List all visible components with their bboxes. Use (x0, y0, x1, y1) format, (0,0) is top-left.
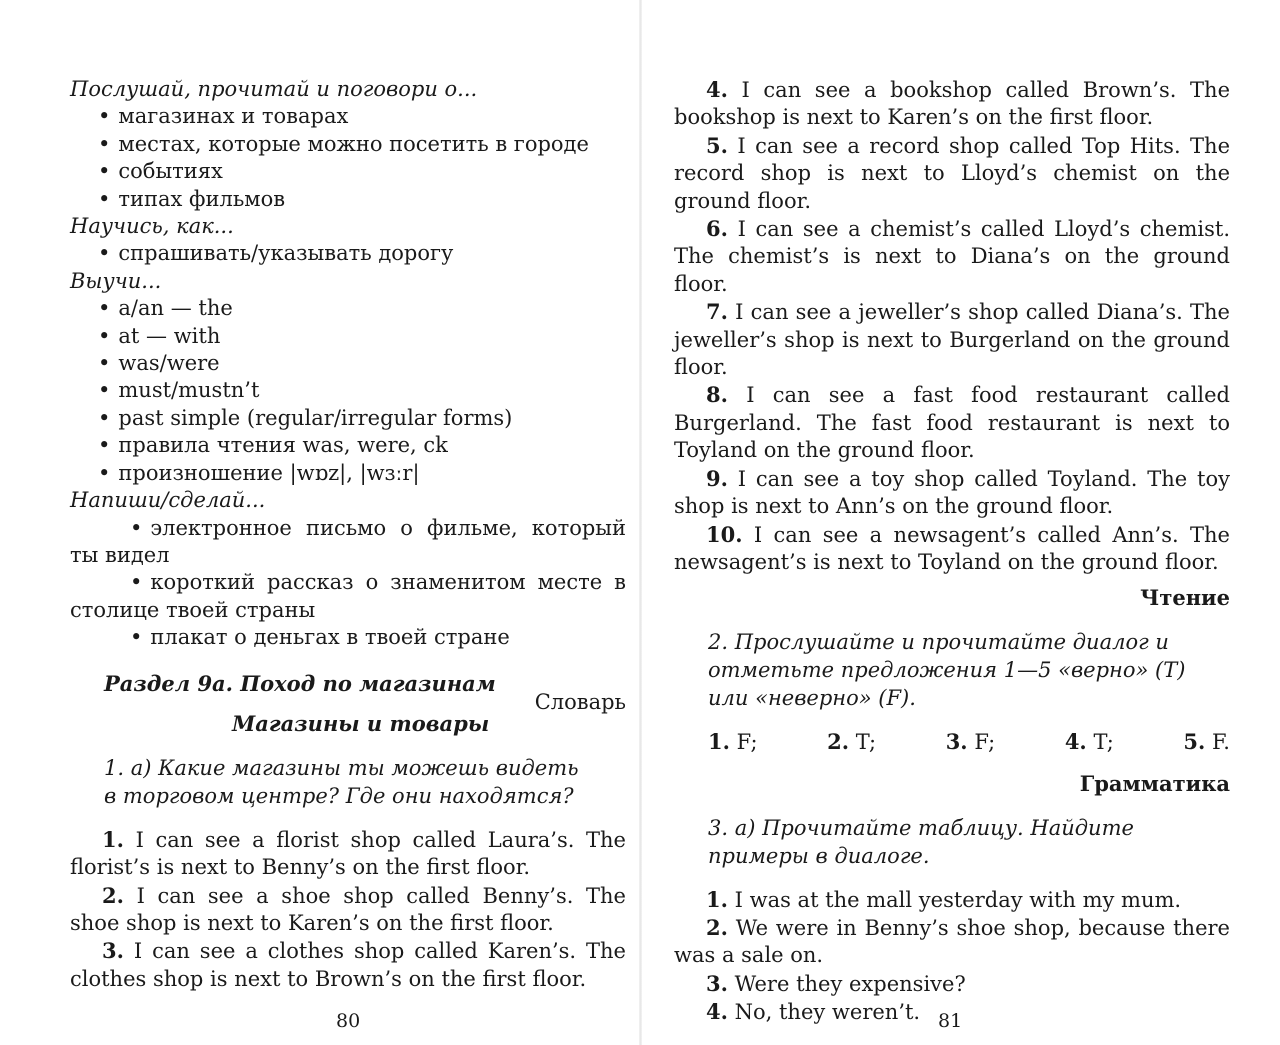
sentence-text: No, they weren’t. (734, 1000, 921, 1025)
answer (1065, 728, 1114, 756)
sentence-number: 3. (706, 970, 728, 996)
answer-row (708, 728, 1230, 756)
sentence-text: I can see a clothes shop called Karen’s. The clothes shop is next to Brown’s on the first floor. (70, 939, 626, 991)
task-2: 2. Прослушайте и прочитайте диалог и отметьте предложения 1—5 «верно» (T) или «неверно» (F). (708, 629, 1186, 710)
sentence (70, 937, 626, 993)
answer-value: T; (855, 729, 877, 754)
task-3a: 3. а) Прочитайте таблицу. Найдите примеры в диалоге. (708, 815, 1134, 868)
answer (708, 728, 758, 756)
sentence (674, 215, 1230, 298)
answer-number: 4. (1064, 728, 1087, 754)
sentence-text: I can see a florist shop called Laura’s. The florist’s is next to Benny’s on the first floor. (70, 827, 626, 880)
vocab-label: Словарь (534, 689, 626, 714)
answer-value: F; (736, 729, 758, 754)
sentence (674, 76, 1230, 132)
talk-item: • местах, которые можно посетить в городе (98, 131, 626, 158)
write-item-text: электронное письмо о фильме, который ты видел (70, 515, 626, 567)
answer-value: F; (974, 729, 996, 754)
sentence (674, 132, 1230, 215)
sentence-text: I was at the mall yesterday with my mum. (734, 887, 1182, 912)
sentence-text: I can see a jeweller’s shop called Diana’s. The jeweller’s shop is next to Burgerland on the ground floor. (674, 300, 1230, 380)
intro-write: Напиши/сделай... (70, 488, 266, 513)
talk-item: • событиях (98, 158, 626, 185)
right-page (674, 76, 1230, 1027)
bullet-icon: • (130, 625, 143, 650)
intro-learn: Выучи... (70, 268, 162, 293)
grammar-label: Грамматика (1079, 771, 1230, 797)
sentence-number: 9. (706, 465, 728, 491)
sentence (70, 826, 626, 882)
sentence-number: 1. (102, 826, 124, 852)
intro-listen: Послушай, прочитай и поговори о... (70, 77, 478, 101)
sentence-number: 5. (706, 132, 728, 158)
sentence-number: 3. (102, 938, 124, 964)
learn-item: • at — with (98, 323, 626, 350)
sentence-text: We were in Benny’s shoe shop, because there was a sale on. (674, 915, 1230, 968)
answer-number: 1. (708, 728, 730, 754)
page-number-right: 81 (938, 1010, 963, 1032)
write-item-text: короткий рассказ о знаменитом месте в столице твоей страны (70, 570, 626, 622)
how-item: • спрашивать/указывать дорогу (98, 240, 626, 267)
bullet-icon: • (130, 515, 143, 540)
learn-item: • past simple (regular/irregular forms) (98, 405, 626, 432)
intro-learn-how: Научись, как... (70, 214, 234, 239)
learn-item: • was/were (98, 350, 626, 377)
sentence-number: 2. (706, 914, 728, 940)
grammar-sentence (674, 886, 1230, 914)
learn-item: • произношение |wɒz|, |wɜːr| (98, 460, 626, 487)
sentence-text: I can see a record shop called Top Hits. The record shop is next to Lloyd’s chemist on the ground floor. (674, 133, 1230, 213)
sentence (674, 381, 1230, 464)
answer-number: 5. (1183, 728, 1206, 754)
sentence-text: I can see a bookshop called Brown’s. The bookshop is next to Karen’s on the first floor. (674, 78, 1230, 130)
reading-label: Чтение (1140, 585, 1230, 611)
book-gutter (639, 0, 642, 1045)
sentence (70, 882, 626, 938)
sentence-text: Were they expensive? (734, 971, 966, 996)
talk-item: • типах фильмов (98, 186, 626, 213)
learn-item: • a/an — the (98, 295, 626, 322)
sentence-text: I can see a toy shop called Toyland. The toy shop is next to Ann’s on the ground floor. (674, 466, 1230, 519)
write-item-text: плакат о деньгах в твоей стране (150, 625, 510, 650)
left-page (70, 76, 626, 993)
topic-title: Магазины и товары (232, 711, 490, 737)
answer (946, 728, 996, 756)
section-title: Раздел 9а. Поход по магазинам (104, 670, 496, 696)
sentence (674, 298, 1230, 381)
learn-item: • must/mustn’t (98, 377, 626, 404)
task-1a: 1. а) Какие магазины ты можешь видеть в торговом центре? Где они находятся? (104, 755, 579, 808)
grammar-sentence (674, 914, 1230, 970)
sentence (674, 465, 1230, 521)
answer (1183, 728, 1230, 756)
write-item (70, 624, 626, 651)
talk-item: • магазинах и товарах (98, 103, 626, 130)
grammar-sentence (674, 970, 1230, 998)
sentence-number: 10. (706, 521, 743, 547)
page-number-left: 80 (336, 1010, 361, 1032)
sentence-number: 4. (706, 999, 728, 1025)
sentence-number: 8. (706, 382, 728, 408)
sentence-number: 4. (706, 77, 728, 102)
answer-number: 3. (945, 728, 968, 754)
answer-number: 2. (827, 728, 850, 754)
sentence-text: I can see a fast food restaurant called Burgerland. The fast food restaurant is next to Toyland on the ground floor. (674, 383, 1230, 463)
sentence-text: I can see a newsagent’s called Ann’s. The newsagent’s is next to Toyland on the ground floor. (674, 522, 1230, 574)
sentence (674, 521, 1230, 577)
answer-value: F. (1212, 729, 1230, 754)
sentence-text: I can see a chemist’s called Lloyd’s chemist. The chemist’s is next to Diana’s on the ground floor. (674, 217, 1230, 296)
sentence-text: I can see a shoe shop called Benny’s. The shoe shop is next to Karen’s on the first floor. (70, 883, 626, 935)
bullet-icon: • (130, 570, 143, 595)
sentence-number: 1. (706, 886, 728, 912)
sentence-number: 7. (706, 299, 728, 325)
sentence-number: 2. (102, 882, 124, 908)
write-item (70, 569, 626, 624)
write-item (70, 515, 626, 570)
answer-value: T; (1093, 729, 1114, 754)
learn-item: • правила чтения was, were, ck (98, 432, 626, 459)
answer (827, 728, 876, 756)
sentence-number: 6. (706, 216, 728, 242)
